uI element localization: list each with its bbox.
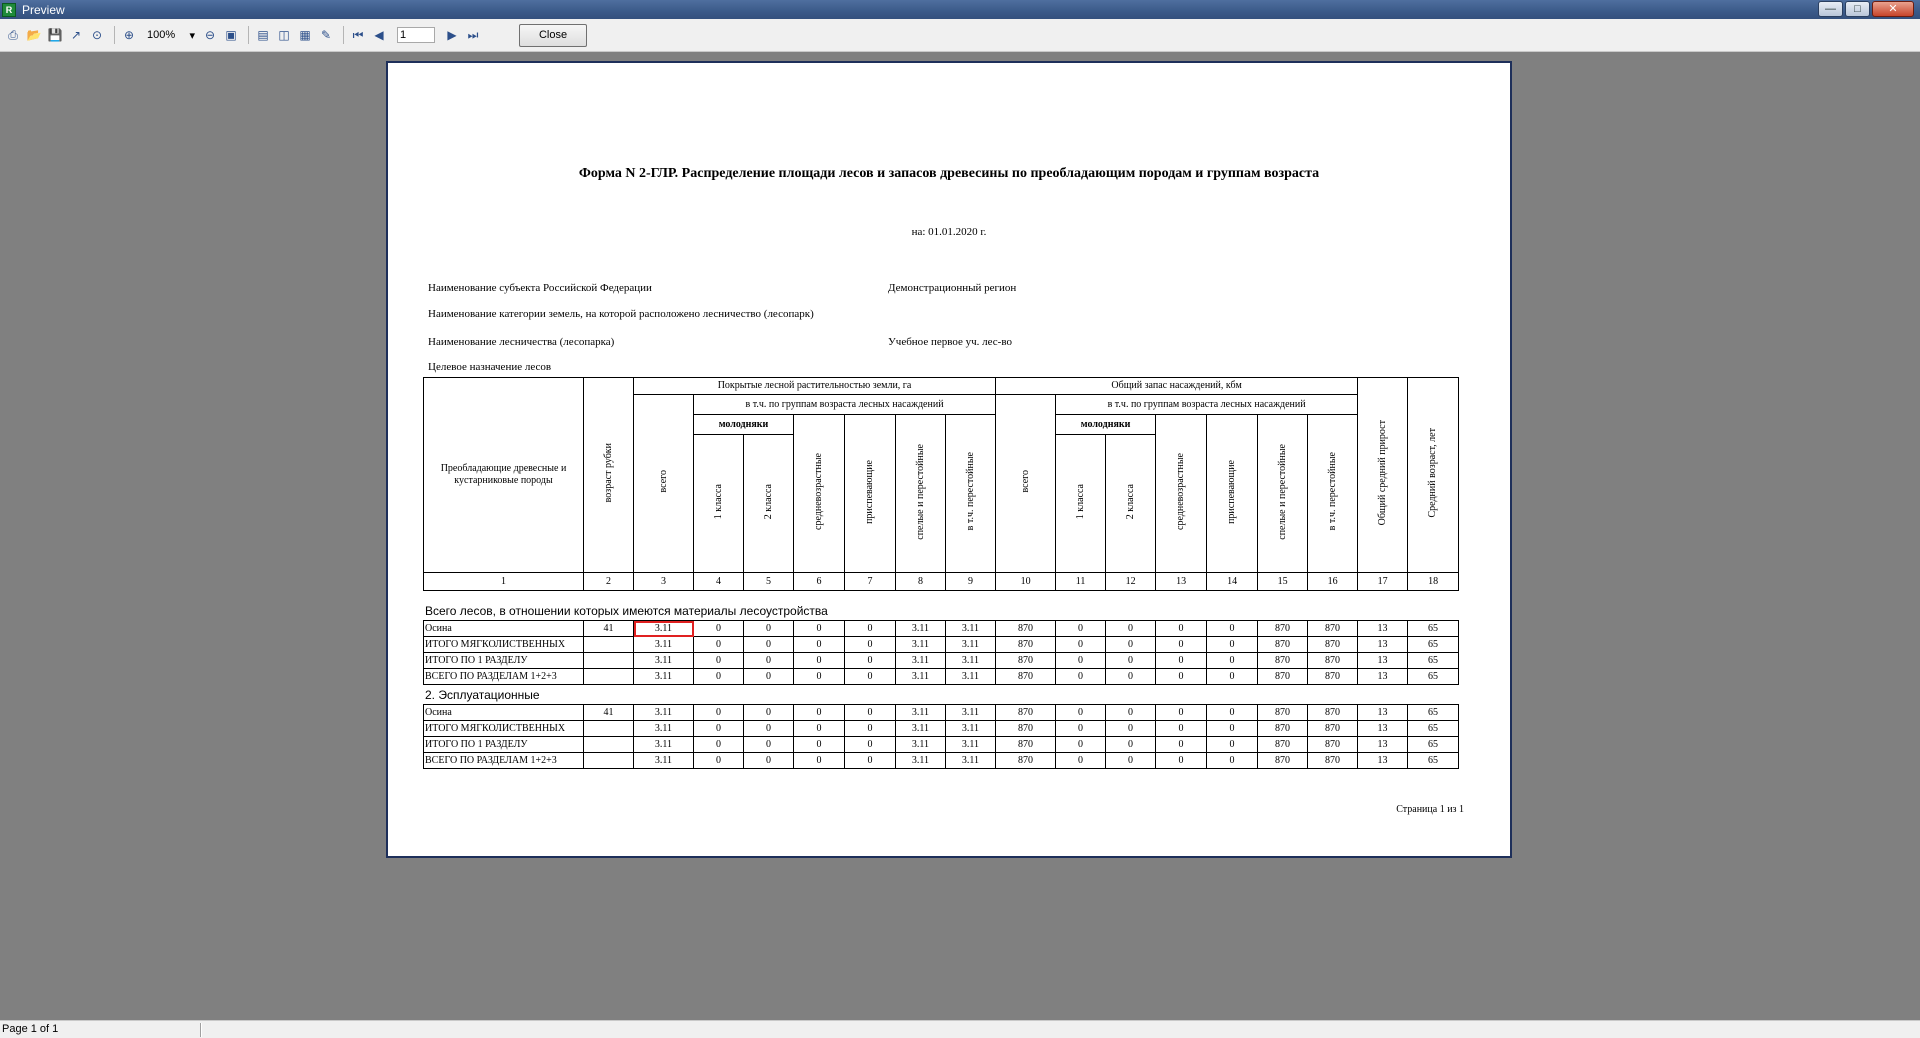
header-area-mature [896,415,946,573]
table-cell[interactable]: 0 [694,753,744,769]
save-icon[interactable]: 💾 [47,28,63,42]
toolbar-separator [248,26,249,44]
header-area-approaching [845,415,896,573]
table-cell[interactable]: 0 [1106,737,1156,753]
table-row [424,721,1459,737]
table-cell[interactable]: 870 [996,705,1056,721]
table-cell[interactable]: 3.11 [946,705,996,721]
header-stock-class2-label: 2 класса [1124,483,1136,520]
report-title: Форма N 2-ГЛР. Распределение площади лесов и запасов древесины по преобладающим породам и группам возраста [578,166,1320,181]
table-cell[interactable]: 0 [1207,669,1258,685]
zoom-value: 100% [147,29,176,41]
table-cell[interactable]: 13 [1358,721,1408,737]
table-cell[interactable]: 3.11 [896,705,946,721]
info-label-purpose: Целевое назначение лесов [428,361,552,373]
table-cell[interactable]: 0 [1106,705,1156,721]
status-text: Page 1 of 1 [2,1023,59,1035]
table-cell[interactable]: 870 [996,753,1056,769]
table-cell[interactable]: 0 [794,669,845,685]
table-cell[interactable]: 870 [1258,753,1308,769]
table-cell[interactable]: 0 [1056,669,1106,685]
table-cell[interactable]: 0 [1056,753,1106,769]
table-cell[interactable]: 870 [996,721,1056,737]
table-cell[interactable]: 0 [845,621,896,637]
window-title: Preview [22,2,65,17]
row-label[interactable]: ВСЕГО ПО РАЗДЕЛАМ 1+2+3 [424,753,584,769]
last-page-icon[interactable]: ⏭ [467,27,479,42]
header-area-middle [794,415,845,573]
section-table-0 [423,620,1459,685]
table-cell[interactable]: 0 [1106,621,1156,637]
table-cell[interactable]: 0 [1207,621,1258,637]
table-cell[interactable]: 870 [1308,753,1358,769]
export-icon[interactable]: ↗ [70,28,82,42]
table-cell[interactable]: 3.11 [896,653,946,669]
table-cell[interactable]: 3.11 [634,753,694,769]
table-cell[interactable]: 3.11 [946,737,996,753]
info-value-forestry: Учебное первое уч. лес-во [888,336,1012,348]
table-cell[interactable]: 13 [1358,637,1408,653]
first-page-icon[interactable]: ⏮ [352,27,364,42]
header-area-overmature [946,415,996,573]
row-label[interactable]: ИТОГО ПО 1 РАЗДЕЛУ [424,737,584,753]
column-number: 6 [794,573,845,591]
close-button[interactable]: Close [519,24,587,47]
table-cell[interactable]: 3.11 [946,721,996,737]
table-cell[interactable]: 3.11 [634,621,694,637]
table-cell[interactable]: 3.11 [946,637,996,653]
zoom-in-icon[interactable]: ⊕ [123,28,135,42]
header-cut-age-label: возраст рубки [602,443,614,503]
table-cell[interactable]: 0 [794,653,845,669]
header-stock-mature [1258,415,1308,573]
column-number: 16 [1308,573,1358,591]
report-icon: R [2,3,16,17]
table-cell[interactable]: 0 [744,637,794,653]
table-cell[interactable]: 0 [1106,653,1156,669]
table-cell[interactable]: 3.11 [946,653,996,669]
header-stock-overmature-label: в т.ч. перестойные [1326,452,1338,531]
table-cell[interactable]: 0 [694,721,744,737]
table-cell[interactable]: 3.11 [896,669,946,685]
table-cell[interactable]: 0 [1056,721,1106,737]
header-area-by-age: в т.ч. по группам возраста лесных насаждений [694,395,996,415]
table-cell[interactable] [584,737,634,753]
column-number: 11 [1056,573,1106,591]
table-cell[interactable]: 0 [1106,753,1156,769]
thumbnails-icon[interactable]: ▦ [299,28,311,42]
section-title-0: Всего лесов, в отношении которых имеются материалы лесоустройства [425,604,828,618]
print-icon[interactable]: ⎙ [8,27,18,42]
table-cell[interactable]: 0 [744,705,794,721]
header-area-group: Покрытые лесной растительностью земли, га [634,378,996,395]
table-cell[interactable]: 870 [996,653,1056,669]
search-icon[interactable]: ⊙ [91,28,103,42]
column-number: 14 [1207,573,1258,591]
single-page-icon[interactable]: ▤ [257,28,269,42]
table-cell[interactable]: 0 [1207,737,1258,753]
table-cell[interactable]: 0 [1056,653,1106,669]
table-cell[interactable]: 13 [1358,621,1408,637]
table-cell[interactable]: 3.11 [896,721,946,737]
table-cell[interactable]: 0 [794,721,845,737]
table-cell[interactable]: 13 [1358,653,1408,669]
header-stock-middle-label: средневозрастные [1175,453,1187,530]
table-cell[interactable]: 0 [1207,753,1258,769]
page-footer: Страница 1 из 1 [1396,804,1464,815]
header-cut-age [584,378,634,573]
table-cell[interactable] [584,637,634,653]
table-cell[interactable]: 0 [1207,705,1258,721]
header-stock-approaching-label: приспевающие [1226,459,1238,524]
table-cell[interactable]: 3.11 [946,621,996,637]
column-number: 9 [946,573,996,591]
report-date: на: 01.01.2020 г. [911,226,987,238]
table-cell[interactable]: 0 [794,621,845,637]
section-title-1: 2. Эсплуатационные [425,688,540,702]
info-label-subject: Наименование субъекта Российской Федерации [428,282,652,294]
row-label[interactable]: ИТОГО ПО 1 РАЗДЕЛУ [424,653,584,669]
column-number: 13 [1156,573,1207,591]
column-number: 12 [1106,573,1156,591]
table-cell[interactable]: 3.11 [634,705,694,721]
report-page [386,61,1512,858]
header-area-mature-label: спелые и перестойные [914,443,926,540]
table-row [424,653,1459,669]
table-cell[interactable]: 41 [584,621,634,637]
row-label[interactable]: ИТОГО МЯГКОЛИСТВЕННЫХ [424,637,584,653]
table-cell[interactable]: 870 [1308,621,1358,637]
table-cell[interactable] [584,753,634,769]
header-stock-by-age: в т.ч. по группам возраста лесных насаждений [1056,395,1358,415]
header-stock-class1-label: 1 класса [1074,483,1086,520]
column-number: 8 [896,573,946,591]
row-label[interactable]: Осина [424,705,584,721]
table-cell[interactable]: 0 [1207,637,1258,653]
table-cell[interactable]: 3.11 [896,621,946,637]
column-number: 5 [744,573,794,591]
table-cell[interactable]: 3.11 [946,669,996,685]
table-cell[interactable]: 870 [996,737,1056,753]
table-cell[interactable]: 870 [1258,721,1308,737]
header-area-total [634,395,694,573]
toolbar [0,19,1920,52]
table-cell[interactable]: 0 [694,737,744,753]
header-species: Преобладающие древесные и кустарниковые породы [424,378,584,573]
table-cell[interactable]: 0 [1156,653,1207,669]
table-cell[interactable]: 870 [996,621,1056,637]
table-cell[interactable]: 0 [694,621,744,637]
table-cell[interactable]: 870 [1258,637,1308,653]
table-cell[interactable]: 0 [744,721,794,737]
table-cell[interactable]: 0 [845,669,896,685]
table-cell[interactable]: 870 [1308,653,1358,669]
table-cell[interactable]: 0 [694,669,744,685]
table-cell[interactable]: 0 [1106,721,1156,737]
info-label-land-category: Наименование категории земель, на которой расположено лесничество (лесопарк) [428,308,814,320]
table-cell[interactable]: 3.11 [634,669,694,685]
table-cell[interactable]: 870 [1258,621,1308,637]
table-cell[interactable]: 65 [1408,653,1459,669]
table-cell[interactable]: 0 [1156,621,1207,637]
table-cell[interactable]: 870 [1258,669,1308,685]
table-cell[interactable]: 0 [744,737,794,753]
header-avg-age-label: Средний возраст, лет [1427,428,1439,518]
column-number: 2 [584,573,634,591]
header-area-middle-label: средневозрастные [813,453,824,530]
table-cell[interactable]: 0 [1156,721,1207,737]
table-cell[interactable]: 0 [1156,637,1207,653]
table-cell[interactable]: 13 [1358,705,1408,721]
table-cell[interactable]: 65 [1408,737,1459,753]
table-cell[interactable]: 0 [1156,705,1207,721]
table-cell[interactable]: 870 [1258,737,1308,753]
table-cell[interactable]: 0 [845,737,896,753]
table-cell[interactable]: 3.11 [634,737,694,753]
table-cell[interactable]: 0 [845,705,896,721]
info-value-subject: Демонстрационный регион [888,282,1017,294]
header-area-overmature-label: в т.ч. перестойные [964,452,976,531]
table-cell[interactable]: 0 [1056,637,1106,653]
table-cell[interactable]: 870 [1258,705,1308,721]
header-area-class1 [694,435,744,573]
table-cell[interactable]: 0 [1207,721,1258,737]
table-cell[interactable] [584,653,634,669]
table-row [424,705,1459,721]
table-cell[interactable]: 13 [1358,669,1408,685]
table-cell[interactable]: 0 [845,637,896,653]
header-area-approaching-label: приспевающие [864,459,875,524]
table-cell[interactable]: 65 [1408,753,1459,769]
table-cell[interactable]: 0 [694,653,744,669]
table-cell[interactable]: 0 [1156,753,1207,769]
header-area-young: молодняки [694,415,794,435]
table-cell[interactable]: 0 [1106,669,1156,685]
table-cell[interactable]: 65 [1408,669,1459,685]
header-area-class2-label: 2 класса [762,483,774,520]
table-cell[interactable]: 0 [1056,705,1106,721]
window-controls [1818,1,1914,17]
table-cell[interactable]: 3.11 [896,637,946,653]
table-cell[interactable]: 0 [794,705,845,721]
column-number: 10 [996,573,1056,591]
table-cell[interactable]: 0 [845,653,896,669]
table-cell[interactable]: 0 [794,637,845,653]
table-cell[interactable]: 65 [1408,637,1459,653]
table-cell[interactable]: 0 [694,705,744,721]
table-cell[interactable]: 3.11 [946,753,996,769]
table-cell[interactable]: 0 [845,753,896,769]
multi-page-icon[interactable]: ◫ [278,28,290,42]
info-label-forestry: Наименование лесничества (лесопарка) [428,336,615,348]
header-avg-growth-label: Общий средний прирост [1376,420,1388,526]
header-stock-middle [1156,415,1207,573]
table-cell[interactable]: 0 [845,721,896,737]
table-cell[interactable]: 0 [794,737,845,753]
title-bar [0,0,1920,19]
table-cell[interactable]: 870 [1258,653,1308,669]
status-separator [200,1023,202,1037]
open-icon[interactable]: 📂 [26,28,42,42]
close-icon[interactable]: ✕ [1872,1,1914,17]
row-label[interactable]: Осина [424,621,584,637]
column-number: 4 [694,573,744,591]
table-cell[interactable]: 65 [1408,721,1459,737]
zoom-select[interactable] [145,26,197,44]
header-avg-age [1408,378,1459,573]
table-row [424,737,1459,753]
header-stock-class2 [1106,435,1156,573]
table-cell[interactable]: 3.11 [634,637,694,653]
table-cell[interactable]: 41 [584,705,634,721]
table-cell[interactable]: 0 [744,621,794,637]
table-cell[interactable]: 3.11 [634,721,694,737]
table-cell[interactable]: 870 [996,637,1056,653]
toolbar-separator [114,26,115,44]
column-number: 3 [634,573,694,591]
section-table-1 [423,704,1459,769]
header-avg-growth [1358,378,1408,573]
table-cell[interactable] [584,721,634,737]
table-cell[interactable]: 0 [1156,669,1207,685]
table-cell[interactable]: 0 [694,637,744,653]
table-cell[interactable]: 870 [996,669,1056,685]
table-cell[interactable]: 870 [1308,669,1358,685]
table-cell[interactable]: 0 [1106,637,1156,653]
table-row [424,753,1459,769]
edit-icon[interactable]: ✎ [320,28,332,42]
table-cell[interactable]: 0 [1207,653,1258,669]
table-cell[interactable]: 65 [1408,621,1459,637]
table-cell[interactable]: 0 [1156,737,1207,753]
table-cell[interactable]: 870 [1308,637,1358,653]
table-cell[interactable]: 0 [744,669,794,685]
table-cell[interactable]: 870 [1308,721,1358,737]
fit-page-icon[interactable]: ▣ [225,28,237,42]
table-row [424,637,1459,653]
header-stock-approaching [1207,415,1258,573]
header-stock-group: Общий запас насаждений, кбм [996,378,1358,395]
next-page-icon[interactable]: ▶ [447,28,457,42]
header-stock-total [996,395,1056,573]
report-header-table [423,377,1459,591]
table-cell[interactable]: 3.11 [896,753,946,769]
column-numbers-row [424,573,1459,591]
minimize-icon[interactable]: — [1818,1,1843,17]
column-number: 1 [424,573,584,591]
table-row [424,621,1459,637]
prev-page-icon[interactable]: ◀ [374,28,384,42]
table-cell[interactable]: 0 [744,653,794,669]
table-cell[interactable]: 870 [1308,737,1358,753]
row-label[interactable]: ИТОГО МЯГКОЛИСТВЕННЫХ [424,721,584,737]
table-cell[interactable]: 65 [1408,705,1459,721]
row-label[interactable]: ВСЕГО ПО РАЗДЕЛАМ 1+2+3 [424,669,584,685]
status-bar [0,1020,1920,1038]
page-number-input[interactable]: 1 [397,27,435,43]
table-cell[interactable]: 870 [1308,705,1358,721]
maximize-icon[interactable]: □ [1845,1,1870,17]
header-stock-class1 [1056,435,1106,573]
table-row [424,669,1459,685]
table-cell[interactable] [584,669,634,685]
header-stock-young: молодняки [1056,415,1156,435]
chevron-down-icon: ▾ [189,29,195,42]
toolbar-separator [343,26,344,44]
table-cell[interactable]: 0 [1056,737,1106,753]
table-cell[interactable]: 0 [1056,621,1106,637]
table-cell[interactable]: 0 [794,753,845,769]
header-stock-overmature [1308,415,1358,573]
column-number: 17 [1358,573,1408,591]
zoom-out-icon[interactable]: ⊖ [204,28,216,42]
column-number: 18 [1408,573,1459,591]
table-cell[interactable]: 3.11 [634,653,694,669]
header-area-class2 [744,435,794,573]
header-area-total-label: всего [657,470,669,493]
table-cell[interactable]: 13 [1358,753,1408,769]
column-number: 15 [1258,573,1308,591]
header-stock-total-label: всего [1019,470,1031,493]
table-cell[interactable]: 3.11 [896,737,946,753]
table-cell[interactable]: 13 [1358,737,1408,753]
header-stock-mature-label: спелые и перестойные [1276,443,1288,540]
table-cell[interactable]: 0 [744,753,794,769]
column-number: 7 [845,573,896,591]
header-area-class1-label: 1 класса [712,483,724,520]
